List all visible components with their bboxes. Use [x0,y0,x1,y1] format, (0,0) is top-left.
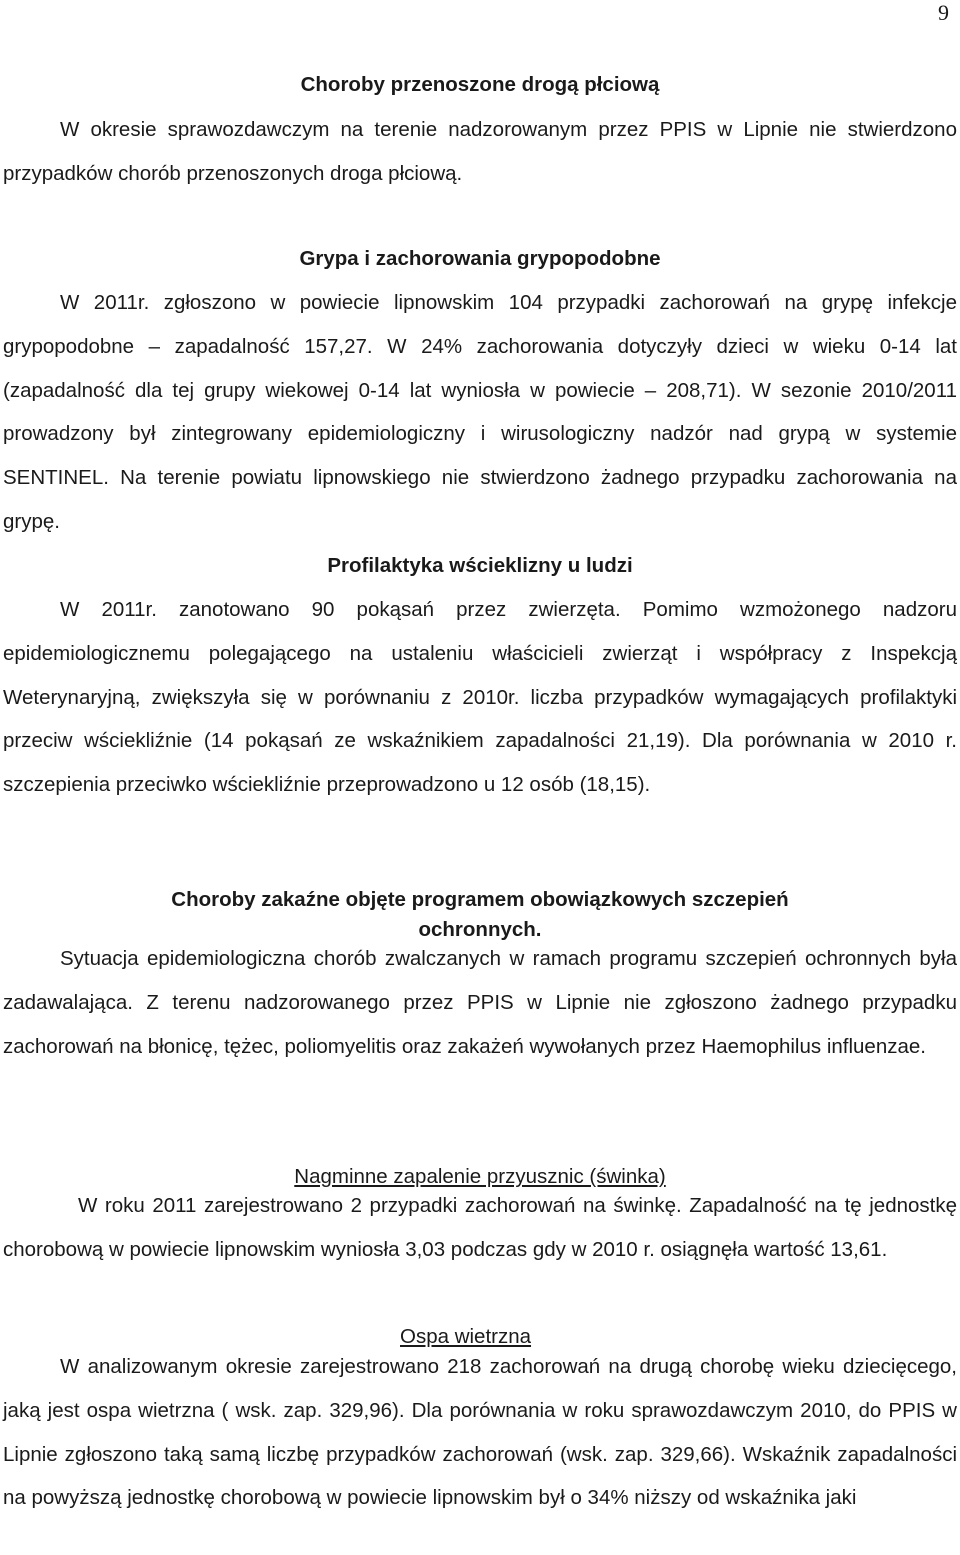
section-paragraph-rabies [3,588,957,807]
page-number: 9 [938,0,949,25]
section-heading-influenza: Grypa i zachorowania grypopodobne [299,247,661,270]
section-heading-stds: Choroby przenoszone drogą płciową [300,73,660,96]
paragraph-text: W analizowanym okresie zarejestrowano 218 zachorowań na drugą chorobę wieku dziecięcego, jaką jest ospa wietrzna ( wsk. zap. 329,96). Dla porównania w roku sprawozdawczym 2010, do PPIS w Lipnie zgłoszono taką samą liczbę przypadków zachorowań (wsk. zap. 329,66). Wskaźnik zapadalności na powyższą jednostkę chorobową w powiecie lipnowskim był o 34% niższy od wskaźnika jaki [3,1355,957,1510]
section-heading-vaccine-preventable: Choroby zakaźne objęte programem obowiązkowych szczepień ochronnych. [171,888,789,941]
section-heading-chickenpox: Ospa wietrzna [400,1325,532,1348]
section-heading-mumps: Nagminne zapalenie przyusznic (świnka) [294,1165,666,1188]
paragraph-text: Sytuacja epidemiologiczna chorób zwalczanych w ramach programu szczepień ochronnych była zadawalająca. Z terenu nadzorowanego przez PPIS w Lipnie nie zgłoszono żadnego przypadku zachorowań na błonicę, tężec, poliomyelitis oraz zakażeń wywołanych przez Haemophilus influenzae. [3,947,957,1058]
paragraph-text: W okresie sprawozdawczym na terenie nadzorowanym przez PPIS w Lipnie nie stwierdzono przypadków chorób przenoszonych droga płciową. [3,118,957,185]
section-paragraph-stds [3,108,957,196]
paragraph-text: W roku 2011 zarejestrowano 2 przypadki zachorowań na świnkę. Zapadalność na tę jednostkę chorobową w powiecie lipnowskim wyniosła 3,03 podczas gdy w 2010 r. osiągnęła wartość 13,61. [3,1194,957,1261]
section-heading-rabies: Profilaktyka wścieklizny u ludzi [327,554,633,577]
section-paragraph-influenza [3,281,957,544]
paragraph-text: W 2011r. zanotowano 90 pokąsań przez zwierzęta. Pomimo wzmożonego nadzoru epidemiologicznemu polegającego na ustaleniu właścicieli zwierząt i współpracy z Inspekcją Weterynaryjną, zwiększyła się w porównaniu z 2010r. liczba przypadków wymagających profilaktyki przeciw wściekliźnie (14 pokąsań ze wskaźnikiem zapadalności 21,19). Dla porównania w 2010 r. szczepienia przeciwko wściekliźnie przeprowadzono u 12 osób (18,15). [3,598,957,797]
paragraph-text: W 2011r. zgłoszono w powiecie lipnowskim 104 przypadki zachorowań na grypę infekcje grypopodobne – zapadalność 157,27. W 24% zachorowania dotyczyły dzieci w wieku 0-14 lat (zapadalność dla tej grupy wiekowej 0-14 lat wyniosła w powiecie – 208,71). W sezonie 2010/2011 prowadzony był zintegrowany epidemiologiczny i wirusologiczny nadzór nad grypą w systemie SENTINEL. Na terenie powiatu lipnowskiego nie stwierdzono żadnego przypadku zachorowania na grypę. [3,291,957,533]
section-paragraph-mumps [3,1184,957,1272]
section-paragraph-vaccine-preventable [3,937,957,1068]
section-paragraph-chickenpox [3,1345,957,1520]
